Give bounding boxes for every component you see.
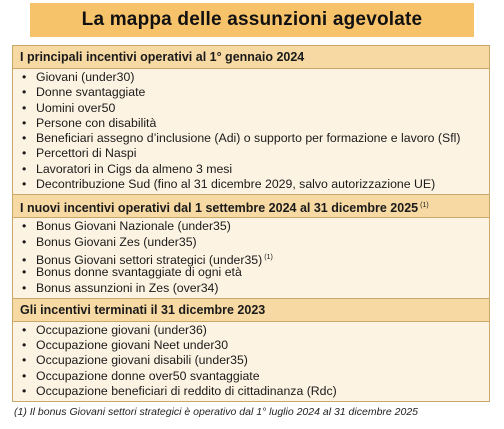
list-item (13, 219, 489, 234)
bullet-icon: • (22, 265, 27, 280)
page-title: La mappa delle assunzioni agevolate (81, 9, 423, 30)
list-item (13, 265, 489, 280)
incentive-list (13, 322, 489, 401)
list-item-text: Donne svantaggiate (36, 85, 146, 100)
bullet-icon: • (22, 338, 27, 353)
incentives-box (12, 45, 490, 402)
bullet-icon: • (22, 100, 27, 115)
list-item-text: Percettori di Naspi (36, 146, 137, 161)
list-item-text: Occupazione giovani disabili (under35) (36, 353, 248, 368)
bullet-icon: • (22, 252, 27, 267)
list-item (13, 116, 489, 131)
section-heading-text: Gli incentivi terminati il 31 dicembre 2023 (20, 302, 266, 317)
list-item (13, 85, 489, 100)
list-item-text: Occupazione beneficiari di reddito di cittadinanza (Rdc) (36, 384, 337, 399)
bullet-icon: • (22, 368, 27, 383)
section-heading (13, 46, 489, 68)
section-heading (13, 299, 489, 321)
footnote-marker: (1) (420, 202, 429, 210)
bullet-icon: • (22, 161, 27, 176)
footnote: (1) Il bonus Giovani settori strategici è operativo dal 1° luglio 2024 al 31 dicembre 2025 (14, 406, 419, 418)
list-item (13, 353, 489, 368)
bullet-icon: • (22, 353, 27, 368)
bullet-icon: • (22, 115, 27, 130)
bullet-icon: • (22, 131, 27, 146)
list-item (13, 177, 489, 192)
bullet-icon: • (22, 384, 27, 399)
bullet-icon: • (22, 85, 27, 100)
footnote-marker: (1) (264, 253, 273, 261)
list-item-text: Bonus donne svantaggiate di ogni età (36, 265, 242, 280)
bullet-icon: • (22, 70, 27, 84)
list-item (13, 323, 489, 338)
list-item-text: Persone con disabilità (36, 115, 157, 130)
list-item-text: Uomini over50 (36, 100, 116, 115)
list-item (13, 70, 489, 85)
section-heading (13, 195, 489, 217)
list-item-text: Occupazione donne over50 svantaggiate (36, 368, 260, 383)
list-item (13, 235, 489, 250)
list-item-text: Occupazione giovani (under36) (36, 322, 207, 337)
bullet-icon: • (22, 234, 27, 249)
bullet-icon: • (22, 322, 27, 337)
list-item-text: Giovani (under30) (36, 70, 135, 84)
list-item-text: Decontribuzione Sud (fino al 31 dicembre 2029, salvo autorizzazione UE) (36, 177, 436, 192)
list-item-text: Bonus Giovani Zes (under35) (36, 234, 197, 249)
list-item (13, 131, 489, 146)
list-item-text: Bonus assunzioni in Zes (over34) (36, 280, 219, 295)
bullet-icon: • (22, 146, 27, 161)
list-item (13, 101, 489, 116)
list-item (13, 369, 489, 384)
list-item-text: Occupazione giovani Neet under30 (36, 338, 229, 353)
incentive-list (13, 218, 489, 297)
incentive-list (13, 69, 489, 194)
list-item (13, 281, 489, 296)
bullet-icon: • (22, 219, 27, 234)
list-item-text: Bonus Giovani settori strategici (under35) (36, 252, 263, 267)
list-item (13, 250, 489, 265)
bullet-icon: • (22, 177, 27, 192)
section-heading-text: I nuovi incentivi operativi dal 1 settembre 2024 al 31 dicembre 2025 (20, 201, 419, 216)
list-item (13, 162, 489, 177)
list-item (13, 338, 489, 353)
list-item-text: Bonus Giovani Nazionale (under35) (36, 219, 231, 234)
section-heading-text: I principali incentivi operativi al 1° gennaio 2024 (20, 50, 305, 64)
title-banner (30, 3, 474, 37)
bullet-icon: • (22, 280, 27, 295)
list-item (13, 146, 489, 161)
list-item-text: Beneficiari assegno d’inclusione (Adi) o supporto per formazione e lavoro (Sfl) (36, 131, 461, 146)
list-item-text: Lavoratori in Cigs da almeno 3 mesi (36, 161, 233, 176)
list-item (13, 384, 489, 399)
